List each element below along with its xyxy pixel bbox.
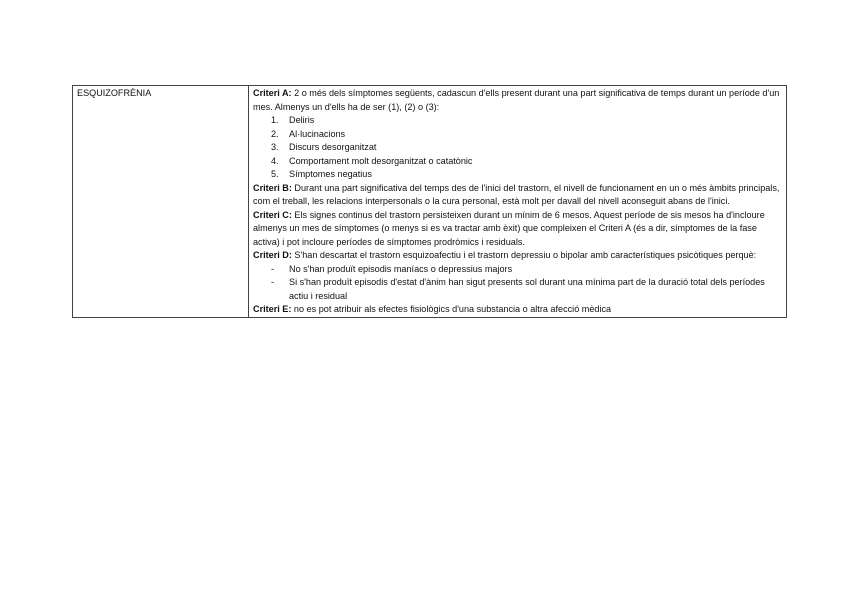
symptom-list xyxy=(253,114,783,182)
list-item xyxy=(253,141,783,155)
list-item-text: Si s'han produït episodis d'estat d'ànim han sigut presents sol durant una mínima part de la duració total dels períodes actiu i residual xyxy=(289,277,765,301)
criterion-a-label: Criteri A: xyxy=(253,88,292,98)
list-item xyxy=(253,128,783,142)
list-number: 5. xyxy=(271,169,279,179)
criterion-a-text: 2 o més dels símptomes següents, cadascun d'ells present durant una part significativa de temps durant un període d'un mes. Almenys un d'ells ha de ser (1), (2) o (3): xyxy=(253,88,780,112)
criterion-b xyxy=(253,182,783,209)
list-item-text: Al·lucinacions xyxy=(289,128,346,139)
list-item xyxy=(253,263,783,277)
criterion-b-text: Durant una part significativa del temps des de l'inici del trastorn, el nivell de funcionament en un o més àmbits principals, com el treball, les relacions interpersonals o la cura personal, està molt per davall del nivell aconseguit abans de l'inici. xyxy=(253,182,780,206)
list-number: 4. xyxy=(271,155,279,166)
dash-bullet: - xyxy=(271,263,275,274)
criterion-c-label: Criteri C: xyxy=(253,209,292,220)
list-item-text: Deliris xyxy=(289,115,315,125)
disorder-name-cell xyxy=(73,86,249,318)
table-row xyxy=(73,86,787,318)
criterion-e xyxy=(253,303,783,317)
criterion-a xyxy=(253,87,783,114)
dash-bullet: - xyxy=(271,277,275,287)
criterion-c-text: Els signes continus del trastorn persisteixen durant un mínim de 6 mesos. Aquest període de sis mesos ha d'incloure almenys un mes de símptomes (o menys si es va tractar amb èxit) que compleixen el Criteri A (és a dir, símptomes de la fase activa) i pot incloure períodes de símptomes prodròmics i residuals. xyxy=(253,209,765,247)
criterion-e-text: no es pot atribuir als efectes fisiològics d'una substancia o altra afecció mèdica xyxy=(291,304,612,314)
criterion-e-label: Criteri E: xyxy=(253,304,292,314)
list-number: 2. xyxy=(271,128,279,139)
criterion-d-label: Criteri D: xyxy=(253,250,292,260)
list-item xyxy=(253,114,783,128)
criterion-c xyxy=(253,209,783,250)
list-item-text: Símptomes negatius xyxy=(289,169,372,179)
list-item-text: No s'han produït episodis maníacs o depressius majors xyxy=(289,263,513,274)
criterion-d xyxy=(253,249,783,263)
criteria-table xyxy=(72,85,787,318)
exclusion-list xyxy=(253,263,783,304)
disorder-name: ESQUIZOFRÈNIA xyxy=(77,88,152,98)
list-item xyxy=(253,155,783,169)
criterion-d-text: S'han descartat el trastorn esquizoafectiu i el trastorn depressiu o bipolar amb característiques psicòtiques perquè: xyxy=(291,250,757,260)
list-number: 3. xyxy=(271,142,279,152)
list-number: 1. xyxy=(271,115,279,125)
criterion-b-label: Criteri B: xyxy=(253,182,292,193)
list-item-text: Comportament molt desorganitzat o catatònic xyxy=(289,155,473,166)
list-item xyxy=(253,168,783,182)
list-item xyxy=(253,276,783,303)
list-item-text: Discurs desorganitzat xyxy=(289,142,377,152)
criteria-cell xyxy=(249,86,787,318)
